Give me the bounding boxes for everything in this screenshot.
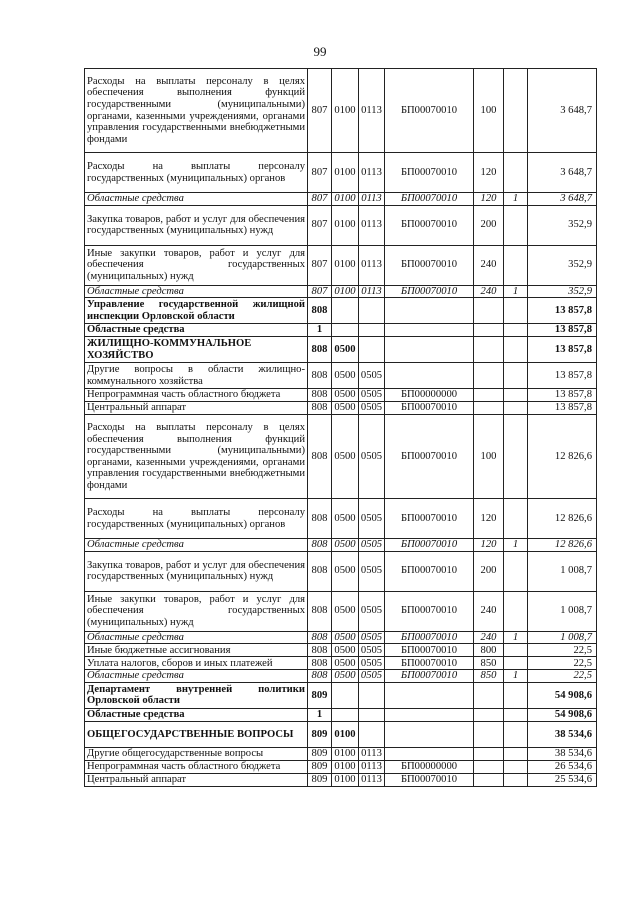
target-article-code: БП00070010 bbox=[385, 415, 474, 499]
subsection-code: 0113 bbox=[359, 153, 385, 193]
table-row bbox=[85, 551, 597, 591]
amount: 13 857,8 bbox=[528, 389, 597, 402]
funding-source-code: 1 bbox=[504, 193, 528, 206]
funding-source-code bbox=[504, 389, 528, 402]
table-row bbox=[85, 324, 597, 337]
section-code: 0100 bbox=[332, 773, 359, 786]
department-code: 807 bbox=[308, 153, 332, 193]
target-article-code: БП00070010 bbox=[385, 402, 474, 415]
expense-type-code bbox=[474, 324, 504, 337]
target-article-code: БП00070010 bbox=[385, 499, 474, 539]
amount: 352,9 bbox=[528, 205, 597, 245]
amount: 12 826,6 bbox=[528, 415, 597, 499]
funding-source-code bbox=[504, 644, 528, 657]
funding-source-code bbox=[504, 747, 528, 760]
item-description: Областные средства bbox=[85, 193, 308, 206]
table-row bbox=[85, 337, 597, 363]
subsection-code bbox=[359, 298, 385, 324]
section-code: 0500 bbox=[332, 591, 359, 631]
subsection-code: 0505 bbox=[359, 539, 385, 552]
subsection-code: 0113 bbox=[359, 773, 385, 786]
target-article-code: БП00070010 bbox=[385, 773, 474, 786]
item-description: Непрограммная часть областного бюджета bbox=[85, 760, 308, 773]
subsection-code: 0113 bbox=[359, 747, 385, 760]
department-code: 809 bbox=[308, 747, 332, 760]
amount: 1 008,7 bbox=[528, 631, 597, 644]
item-description: Центральный аппарат bbox=[85, 773, 308, 786]
section-code: 0100 bbox=[332, 747, 359, 760]
expense-type-code bbox=[474, 402, 504, 415]
target-article-code: БП00070010 bbox=[385, 644, 474, 657]
amount: 22,5 bbox=[528, 657, 597, 670]
department-code: 809 bbox=[308, 721, 332, 747]
table-row bbox=[85, 285, 597, 298]
expense-type-code bbox=[474, 337, 504, 363]
section-code bbox=[332, 298, 359, 324]
section-code: 0500 bbox=[332, 415, 359, 499]
table-row bbox=[85, 631, 597, 644]
subsection-code: 0113 bbox=[359, 245, 385, 285]
amount: 54 908,6 bbox=[528, 682, 597, 708]
target-article-code bbox=[385, 298, 474, 324]
amount: 12 826,6 bbox=[528, 539, 597, 552]
subsection-code bbox=[359, 324, 385, 337]
subsection-code bbox=[359, 337, 385, 363]
subsection-code: 0505 bbox=[359, 402, 385, 415]
amount: 1 008,7 bbox=[528, 551, 597, 591]
amount: 12 826,6 bbox=[528, 499, 597, 539]
department-code: 809 bbox=[308, 760, 332, 773]
funding-source-code bbox=[504, 205, 528, 245]
item-description: Другие общегосударственные вопросы bbox=[85, 747, 308, 760]
section-code: 0100 bbox=[332, 285, 359, 298]
expense-type-code bbox=[474, 721, 504, 747]
funding-source-code bbox=[504, 245, 528, 285]
funding-source-code bbox=[504, 298, 528, 324]
table-row bbox=[85, 682, 597, 708]
expense-type-code: 120 bbox=[474, 539, 504, 552]
subsection-code: 0113 bbox=[359, 69, 385, 153]
table-row bbox=[85, 363, 597, 389]
item-description: ЖИЛИЩНО-КОММУНАЛЬНОЕ ХОЗЯЙСТВО bbox=[85, 337, 308, 363]
table-row bbox=[85, 153, 597, 193]
table-row bbox=[85, 539, 597, 552]
section-code: 0500 bbox=[332, 657, 359, 670]
table-row bbox=[85, 499, 597, 539]
item-description: Центральный аппарат bbox=[85, 402, 308, 415]
section-code bbox=[332, 682, 359, 708]
amount: 22,5 bbox=[528, 670, 597, 683]
target-article-code bbox=[385, 747, 474, 760]
funding-source-code bbox=[504, 337, 528, 363]
amount: 3 648,7 bbox=[528, 193, 597, 206]
subsection-code: 0505 bbox=[359, 415, 385, 499]
subsection-code bbox=[359, 708, 385, 721]
department-code: 808 bbox=[308, 298, 332, 324]
funding-source-code bbox=[504, 760, 528, 773]
amount: 352,9 bbox=[528, 285, 597, 298]
table-row bbox=[85, 69, 597, 153]
section-code: 0100 bbox=[332, 69, 359, 153]
target-article-code: БП00070010 bbox=[385, 205, 474, 245]
target-article-code: БП00070010 bbox=[385, 245, 474, 285]
funding-source-code bbox=[504, 551, 528, 591]
department-code: 1 bbox=[308, 324, 332, 337]
department-code: 807 bbox=[308, 245, 332, 285]
section-code: 0100 bbox=[332, 205, 359, 245]
target-article-code: БП00070010 bbox=[385, 539, 474, 552]
table-row bbox=[85, 644, 597, 657]
target-article-code: БП00000000 bbox=[385, 389, 474, 402]
department-code: 808 bbox=[308, 415, 332, 499]
table-row bbox=[85, 415, 597, 499]
item-description: Расходы на выплаты персоналу в целях обеспечения выполнения функций государственными (муниципальными) органами, казенными учреждениями, органами управления государственными внебюджетными фондами bbox=[85, 415, 308, 499]
funding-source-code bbox=[504, 682, 528, 708]
table-row bbox=[85, 708, 597, 721]
amount: 13 857,8 bbox=[528, 324, 597, 337]
department-code: 808 bbox=[308, 363, 332, 389]
subsection-code: 0505 bbox=[359, 499, 385, 539]
item-description: ОБЩЕГОСУДАРСТВЕННЫЕ ВОПРОСЫ bbox=[85, 721, 308, 747]
funding-source-code bbox=[504, 773, 528, 786]
subsection-code: 0505 bbox=[359, 631, 385, 644]
section-code: 0100 bbox=[332, 153, 359, 193]
funding-source-code: 1 bbox=[504, 539, 528, 552]
department-code: 1 bbox=[308, 708, 332, 721]
section-code bbox=[332, 708, 359, 721]
expense-type-code: 100 bbox=[474, 415, 504, 499]
item-description: Областные средства bbox=[85, 285, 308, 298]
subsection-code: 0505 bbox=[359, 389, 385, 402]
item-description: Расходы на выплаты персоналу государственных (муниципальных) органов bbox=[85, 499, 308, 539]
subsection-code: 0113 bbox=[359, 205, 385, 245]
target-article-code: БП00070010 bbox=[385, 591, 474, 631]
expense-type-code bbox=[474, 747, 504, 760]
section-code bbox=[332, 324, 359, 337]
table-row bbox=[85, 298, 597, 324]
item-description: Расходы на выплаты персоналу в целях обеспечения выполнения функций государственными (муниципальными) органами, казенными учреждениями, органами управления государственными внебюджетными фондами bbox=[85, 69, 308, 153]
expense-type-code bbox=[474, 363, 504, 389]
expense-type-code: 200 bbox=[474, 205, 504, 245]
department-code: 808 bbox=[308, 657, 332, 670]
expense-type-code: 240 bbox=[474, 245, 504, 285]
expense-type-code bbox=[474, 389, 504, 402]
expense-type-code: 120 bbox=[474, 153, 504, 193]
expense-type-code: 240 bbox=[474, 631, 504, 644]
target-article-code: БП00070010 bbox=[385, 153, 474, 193]
expense-type-code bbox=[474, 760, 504, 773]
department-code: 809 bbox=[308, 682, 332, 708]
page-number: 99 bbox=[313, 44, 327, 59]
department-code: 808 bbox=[308, 337, 332, 363]
expense-type-code bbox=[474, 773, 504, 786]
funding-source-code bbox=[504, 591, 528, 631]
item-description: Закупка товаров, работ и услуг для обеспечения государственных (муниципальных) нужд bbox=[85, 551, 308, 591]
amount: 38 534,6 bbox=[528, 721, 597, 747]
target-article-code: БП00070010 bbox=[385, 193, 474, 206]
expense-type-code: 120 bbox=[474, 499, 504, 539]
amount: 13 857,8 bbox=[528, 298, 597, 324]
section-code: 0500 bbox=[332, 363, 359, 389]
amount: 3 648,7 bbox=[528, 69, 597, 153]
department-code: 808 bbox=[308, 591, 332, 631]
item-description: Непрограммная часть областного бюджета bbox=[85, 389, 308, 402]
table-row bbox=[85, 773, 597, 786]
target-article-code: БП00070010 bbox=[385, 670, 474, 683]
subsection-code: 0505 bbox=[359, 591, 385, 631]
section-code: 0500 bbox=[332, 551, 359, 591]
item-description: Областные средства bbox=[85, 708, 308, 721]
department-code: 808 bbox=[308, 631, 332, 644]
expense-type-code bbox=[474, 708, 504, 721]
amount: 38 534,6 bbox=[528, 747, 597, 760]
subsection-code: 0113 bbox=[359, 285, 385, 298]
table-row bbox=[85, 721, 597, 747]
item-description: Расходы на выплаты персоналу государственных (муниципальных) органов bbox=[85, 153, 308, 193]
section-code: 0500 bbox=[332, 499, 359, 539]
expense-type-code: 240 bbox=[474, 591, 504, 631]
funding-source-code bbox=[504, 363, 528, 389]
section-code: 0100 bbox=[332, 721, 359, 747]
expense-type-code bbox=[474, 682, 504, 708]
funding-source-code bbox=[504, 415, 528, 499]
table-row bbox=[85, 747, 597, 760]
section-code: 0500 bbox=[332, 539, 359, 552]
target-article-code bbox=[385, 721, 474, 747]
item-description: Закупка товаров, работ и услуг для обеспечения государственных (муниципальных) нужд bbox=[85, 205, 308, 245]
table-row bbox=[85, 205, 597, 245]
funding-source-code bbox=[504, 69, 528, 153]
subsection-code: 0505 bbox=[359, 644, 385, 657]
subsection-code: 0113 bbox=[359, 760, 385, 773]
target-article-code bbox=[385, 708, 474, 721]
department-code: 808 bbox=[308, 539, 332, 552]
department-code: 808 bbox=[308, 389, 332, 402]
funding-source-code bbox=[504, 324, 528, 337]
item-description: Областные средства bbox=[85, 670, 308, 683]
department-code: 808 bbox=[308, 551, 332, 591]
department-code: 807 bbox=[308, 205, 332, 245]
amount: 22,5 bbox=[528, 644, 597, 657]
funding-source-code: 1 bbox=[504, 631, 528, 644]
target-article-code: БП00070010 bbox=[385, 285, 474, 298]
item-description: Областные средства bbox=[85, 631, 308, 644]
amount: 54 908,6 bbox=[528, 708, 597, 721]
expense-type-code: 100 bbox=[474, 69, 504, 153]
amount: 13 857,8 bbox=[528, 363, 597, 389]
section-code: 0500 bbox=[332, 670, 359, 683]
item-description: Департамент внутренней политики Орловской области bbox=[85, 682, 308, 708]
amount: 13 857,8 bbox=[528, 337, 597, 363]
item-description: Иные закупки товаров, работ и услуг для обеспечения государственных (муниципальных) нужд bbox=[85, 591, 308, 631]
table-row bbox=[85, 760, 597, 773]
item-description: Другие вопросы в области жилищно-коммунального хозяйства bbox=[85, 363, 308, 389]
amount: 3 648,7 bbox=[528, 153, 597, 193]
target-article-code: БП00070010 bbox=[385, 551, 474, 591]
department-code: 808 bbox=[308, 402, 332, 415]
expense-type-code: 240 bbox=[474, 285, 504, 298]
section-code: 0500 bbox=[332, 644, 359, 657]
amount: 352,9 bbox=[528, 245, 597, 285]
amount: 26 534,6 bbox=[528, 760, 597, 773]
amount: 13 857,8 bbox=[528, 402, 597, 415]
section-code: 0500 bbox=[332, 337, 359, 363]
funding-source-code: 1 bbox=[504, 285, 528, 298]
table-row bbox=[85, 193, 597, 206]
section-code: 0100 bbox=[332, 760, 359, 773]
subsection-code bbox=[359, 721, 385, 747]
subsection-code: 0505 bbox=[359, 363, 385, 389]
target-article-code bbox=[385, 337, 474, 363]
table-row bbox=[85, 657, 597, 670]
item-description: Уплата налогов, сборов и иных платежей bbox=[85, 657, 308, 670]
target-article-code: БП00070010 bbox=[385, 657, 474, 670]
department-code: 808 bbox=[308, 644, 332, 657]
department-code: 808 bbox=[308, 499, 332, 539]
department-code: 807 bbox=[308, 193, 332, 206]
department-code: 807 bbox=[308, 285, 332, 298]
section-code: 0100 bbox=[332, 245, 359, 285]
budget-table bbox=[84, 68, 597, 787]
target-article-code bbox=[385, 682, 474, 708]
subsection-code bbox=[359, 682, 385, 708]
table-row bbox=[85, 670, 597, 683]
target-article-code bbox=[385, 324, 474, 337]
expense-type-code: 850 bbox=[474, 657, 504, 670]
item-description: Областные средства bbox=[85, 539, 308, 552]
table-row bbox=[85, 245, 597, 285]
item-description: Управление государственной жилищной инспекции Орловской области bbox=[85, 298, 308, 324]
target-article-code: БП00070010 bbox=[385, 69, 474, 153]
subsection-code: 0505 bbox=[359, 670, 385, 683]
section-code: 0500 bbox=[332, 402, 359, 415]
table-row bbox=[85, 591, 597, 631]
expense-type-code: 850 bbox=[474, 670, 504, 683]
department-code: 807 bbox=[308, 69, 332, 153]
expense-type-code: 800 bbox=[474, 644, 504, 657]
target-article-code bbox=[385, 363, 474, 389]
funding-source-code bbox=[504, 657, 528, 670]
item-description: Областные средства bbox=[85, 324, 308, 337]
expense-type-code: 200 bbox=[474, 551, 504, 591]
funding-source-code bbox=[504, 499, 528, 539]
target-article-code: БП00070010 bbox=[385, 631, 474, 644]
expense-type-code: 120 bbox=[474, 193, 504, 206]
funding-source-code bbox=[504, 708, 528, 721]
subsection-code: 0505 bbox=[359, 551, 385, 591]
section-code: 0500 bbox=[332, 631, 359, 644]
item-description: Иные бюджетные ассигнования bbox=[85, 644, 308, 657]
department-code: 809 bbox=[308, 773, 332, 786]
section-code: 0500 bbox=[332, 389, 359, 402]
funding-source-code: 1 bbox=[504, 670, 528, 683]
amount: 1 008,7 bbox=[528, 591, 597, 631]
table-row bbox=[85, 402, 597, 415]
subsection-code: 0113 bbox=[359, 193, 385, 206]
table-row bbox=[85, 389, 597, 402]
subsection-code: 0505 bbox=[359, 657, 385, 670]
section-code: 0100 bbox=[332, 193, 359, 206]
funding-source-code bbox=[504, 402, 528, 415]
item-description: Иные закупки товаров, работ и услуг для обеспечения государственных (муниципальных) нужд bbox=[85, 245, 308, 285]
department-code: 808 bbox=[308, 670, 332, 683]
funding-source-code bbox=[504, 721, 528, 747]
target-article-code: БП00000000 bbox=[385, 760, 474, 773]
funding-source-code bbox=[504, 153, 528, 193]
amount: 25 534,6 bbox=[528, 773, 597, 786]
expense-type-code bbox=[474, 298, 504, 324]
